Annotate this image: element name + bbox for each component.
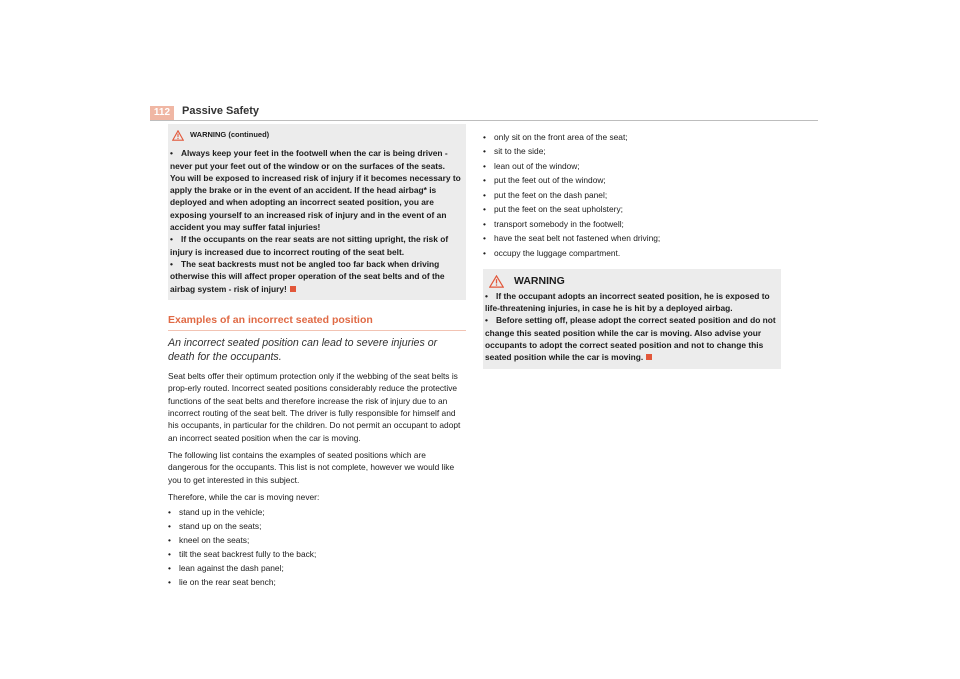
page-number: 112 (150, 106, 174, 120)
list-item (483, 232, 781, 244)
bullet-icon: • (168, 535, 171, 546)
warning-triangle-icon (172, 130, 184, 141)
bullet-icon: • (483, 218, 486, 229)
bullet-icon: • (168, 563, 171, 574)
warning-item (485, 290, 777, 315)
section-subtitle: An incorrect seated position can lead to severe injuries or death for the occupants. (168, 337, 438, 364)
warning-title: WARNING (continued) (190, 130, 270, 139)
warning-header (170, 129, 462, 141)
list-item-text: only sit on the front area of the seat; (494, 132, 628, 142)
bullet-icon: • (483, 204, 486, 215)
warning-triangle-icon (489, 275, 504, 288)
chapter-title: Passive Safety (182, 105, 260, 117)
bullet-icon: • (483, 189, 486, 200)
warning-item (170, 233, 462, 258)
section-end-icon (646, 354, 652, 360)
list-item-text: tilt the seat backrest fully to the back; (179, 549, 317, 560)
warning-item-text: If the occupant adopts an incorrect seated position, he is exposed to life-threatening injuries, in case he is hit by a deployed airbag. (485, 290, 770, 314)
list-item-text: have the seat belt not fastened when driving; (494, 233, 661, 244)
bullet-icon: • (170, 148, 173, 159)
list-item (168, 520, 466, 532)
body-paragraph: The following list contains the examples of seated positions which are dangerous for the occupants. This list is not complete, however we would like you to get interested in this subject. (168, 449, 455, 485)
never-list (168, 506, 466, 588)
bullet-icon: • (483, 175, 486, 186)
list-item (168, 548, 466, 560)
warning-body (170, 147, 462, 295)
list-item (168, 562, 466, 574)
list-item (483, 131, 781, 143)
bullet-icon: • (168, 549, 171, 560)
list-item (483, 247, 781, 259)
warning-item-text: Always keep your feet in the footwell when the car is being driven - never put your feet out of the window or on the surfaces of the seats. You will be exposed to increased risk of injury if it becomes necessary to apply the brake or in the event of an accident. If the head airbag* is deployed and when adopting an incorrect seated position, you are exposing yourself to an increased risk of injury and in the event of an accident you may suffer fatal injuries! (170, 148, 461, 233)
list-item-text: kneel on the seats; (179, 535, 250, 546)
bullet-icon: • (483, 146, 486, 157)
warning-item (485, 314, 777, 363)
list-item-text: put the feet on the dash panel; (494, 189, 608, 200)
warning-box (483, 269, 781, 369)
body-paragraph: Therefore, while the car is moving never: (168, 491, 320, 502)
bullet-icon: • (483, 233, 486, 244)
warning-box-continued (168, 124, 466, 300)
bullet-icon: • (170, 234, 173, 245)
list-item (483, 189, 781, 201)
warning-header (485, 275, 777, 288)
list-item-text: lie on the rear seat bench; (179, 577, 276, 588)
body-paragraph: Seat belts offer their optimum protection only if the webbing of the seat belts is prop-erly routed. Incorrect seated positions considerably reduce the protective functions of the seat belts and therefore increase the risk of injury due to an incorrect routing of the seat belt. The driver is fully responsible for himself and his occupants, in particular for the children. Do not permit an occupant to adopt an incorrect seated position when the car is moving. (168, 371, 461, 443)
warning-body (485, 290, 777, 364)
bullet-icon: • (483, 160, 486, 171)
section-title: Examples of an incorrect seated position (168, 314, 466, 331)
list-item-text: sit to the side; (494, 146, 546, 157)
bullet-icon: • (168, 577, 171, 588)
list-item (483, 160, 781, 172)
warning-item (170, 258, 462, 295)
bullet-icon: • (168, 507, 171, 518)
list-item (168, 576, 466, 588)
left-column (168, 124, 466, 590)
list-item (483, 145, 781, 157)
list-item (483, 174, 781, 186)
warning-item-text: If the occupants on the rear seats are not sitting upright, the risk of injury is increased due to incorrect routing of the seat belt. (170, 234, 449, 257)
list-item-text: put the feet on the seat upholstery; (494, 204, 623, 215)
list-item (168, 506, 466, 518)
warning-item-text: The seat backrests must not be angled too far back when driving otherwise this will affect proper operation of the seat belts and of the airbag system - risk of injury! (170, 258, 445, 294)
bullet-icon: • (170, 258, 173, 269)
list-item-text: stand up on the seats; (179, 521, 262, 532)
warning-title: WARNING (514, 275, 565, 288)
list-item-text: lean against the dash panel; (179, 563, 284, 574)
list-item-text: lean out of the window; (494, 160, 580, 171)
list-item-text: occupy the luggage compartment. (494, 247, 621, 258)
right-column (483, 131, 781, 369)
bullet-icon: • (168, 521, 171, 532)
warning-item (170, 147, 462, 233)
list-item (483, 218, 781, 230)
bullet-icon: • (483, 132, 486, 142)
bullet-icon: • (483, 247, 486, 258)
list-item (483, 203, 781, 215)
warning-item-text: Before setting off, please adopt the correct seated position and do not change this seated position while the car is moving. Also advise your occupants to adopt the correct seated position and not to change this seated position while the car is moving. (485, 315, 776, 363)
list-item-text: stand up in the vehicle; (179, 507, 265, 518)
list-item (168, 534, 466, 546)
list-item-text: put the feet out of the window; (494, 175, 606, 186)
never-list-continued (483, 131, 781, 259)
header-divider (150, 120, 818, 121)
bullet-icon: • (485, 290, 488, 301)
section-end-icon (290, 286, 296, 292)
bullet-icon: • (485, 315, 488, 326)
list-item-text: transport somebody in the footwell; (494, 218, 624, 229)
